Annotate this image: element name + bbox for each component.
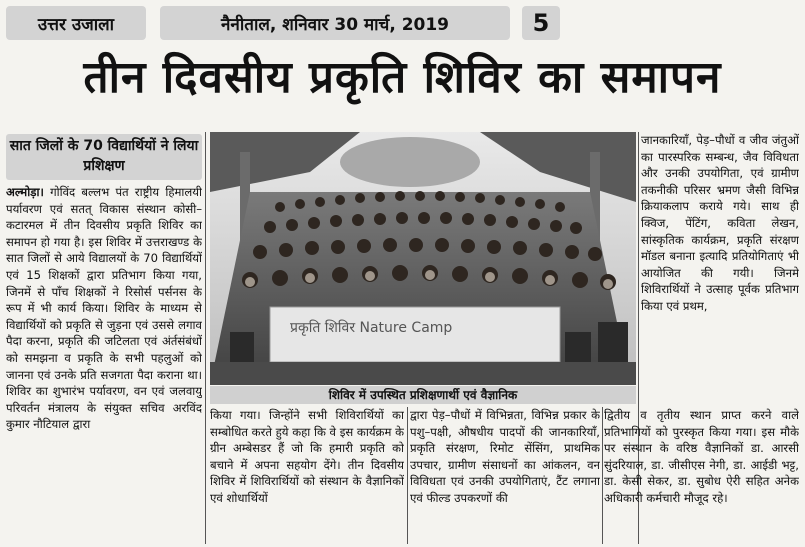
article-text-left: गोविंद बल्लभ पंत राष्ट्रीय हिमालयी पर्यावरण एवं सतत् विकास संस्थान कोसी–कटारमल में तीन दिवसीय प्रकृति शिविर का समापन हो गया है। इस शिविर में उत्तराखण्ड के सात जिलों से आये विद्यालयों के 70 विद्यार्थियों एवं 15 शिक्षकों द्वारा प्रतिभाग किया गया, जिनमें से पाँच शिक्षकों ने रिसोर्स पर्सनस के रूप में भी कार्य किया। शिविर के माध्यम से विद्यार्थियों को प्रकृति से जुड़ना एवं उससे लगाव पैदा करना, प्रकृति की जटिलता एवं अंर्तसंबंधों को समझना व प्रकृति के सभी पहलुओं को जानना एवं उनके प्रति सजगता पैदा कराना था। शिविर का शुभारंभ पर्यावरण, वन एवं जलवायु परिवर्तन मंत्रालय के संयुक्त सचिव अरविंद कुमार नौटियाल द्वारा [6,185,202,432]
article-column-right: जानकारियाँ, पेड़–पौधों व जीव जंतुओं का पारस्परिक सम्बन्ध, जैव विविधता और उनकी उपयोगिता, एवं ग्रामीण तकनीकी परिसर भ्रमण जैसी विभिन्न क्रियाकलाप कराये गये। साथ ही क्विज, पेंटिंग, कविता लेखन, सांस्कृतिक कार्यक्रम, प्रकृति संरक्षण मॉडल बनाना इत्यादि प्रतियोगिताएं भी आयोजित की गयी। जिनमे शिविरार्थियों ने उत्साह पूर्वक प्रतिभाग किया एवं प्रथम, [641,133,799,313]
headline: तीन दिवसीय प्रकृति शिविर का समापन [83,52,722,103]
group-photo [210,132,636,385]
photo-caption: शिविर में उपस्थित प्रशिक्षणार्थी एवं वैज्ञानिक [210,386,636,404]
article-column-bottom-2: द्वारा पेड़–पौधों में विभिन्नता, विभिन्न प्रकार के पशु–पक्षी, औषधीय पादपों की जानकारियाँ, प्रकृति संरक्षण, रिमोट सेंसिंग, प्राथमिक उपचार, ग्रामीण संसाधनों का आंकलन, वन विविधता एवं उनकी उपयोगिताएं, टैंट लगाना एवं फील्ड उपकरणों की [410,408,600,505]
dateline-location: अल्मोड़ा। [6,185,44,199]
page-number: 5 [532,9,550,37]
article-column-left [6,184,202,544]
subheadline: सात जिलों के 70 विद्यार्थियों ने लिया प्रशिक्षण [6,134,202,180]
group-photo-image [210,132,636,385]
dateline: नैनीताल, शनिवार 30 मार्च, 2019 [220,14,450,35]
article-column-bottom-3: द्वितीय व तृतीय स्थान प्राप्त करने वाले प्रतिभागियों को पुरस्कृत किया गया। इस मौके पर संस्थान के वरिष्ठ वैज्ञानिकों डा. आरसी सुंदरियाल, डा. जीसीएस नेगी, डा. आईडी भट्ट, डा. केसी सेकर, डा. सुबोध ऐरी सहित अनेक अधिकारी कर्मचारी मौजूद रहे। [604,408,799,505]
column-divider [205,132,206,544]
newspaper-name: उत्तर उजाला [37,14,115,35]
banner-text: प्रकृति शिविर Nature Camp [290,320,453,336]
dateline-tag [160,6,510,40]
page-number-tag [522,6,560,40]
column-divider [602,407,603,544]
newspaper-name-tag [6,6,146,40]
column-divider [407,407,408,544]
article-column-bottom-1: किया गया। जिन्होंने सभी शिविरार्थियों का सम्बोधित करते हुये कहा कि वे इस कार्यक्रम के ग्रीन अम्बेसडर हैं जो कि हमारी प्रकृति को बचाने में अपना सहयोग देंगे। तीन दिवसीय शिविर में शिविरार्थियों को संस्थान के वैज्ञानिकों एवं शोधार्थियों [210,408,404,505]
